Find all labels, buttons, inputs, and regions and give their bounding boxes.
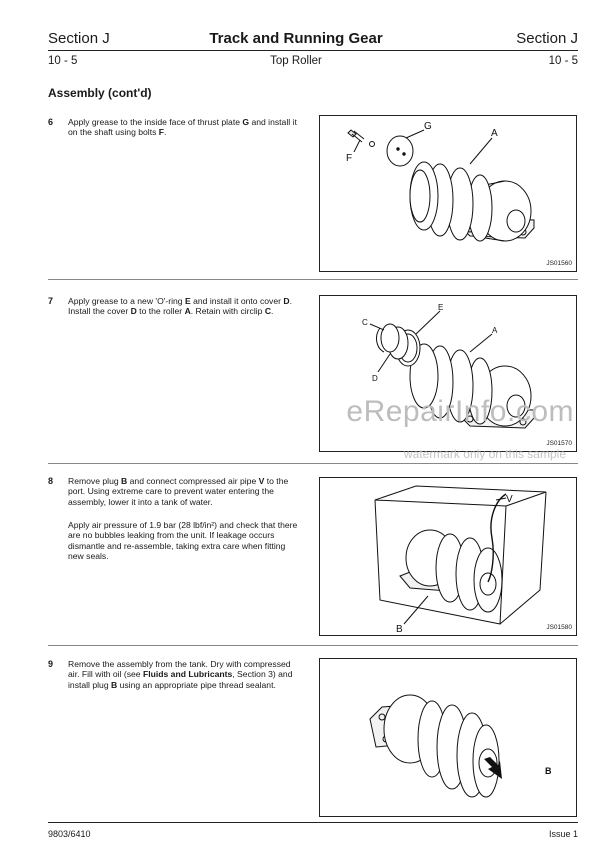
step-number: 7 [48, 296, 54, 306]
label-G: G [424, 121, 432, 132]
step-number: 9 [48, 659, 54, 669]
page-title: Track and Running Gear [209, 30, 383, 47]
figure-thrust-plate [319, 115, 577, 272]
section-label-left: Section J [48, 30, 110, 47]
figure-code: JS01580 [546, 624, 572, 631]
label-V: V [506, 494, 513, 505]
step-number: 8 [48, 476, 54, 486]
watermark: eRepairInfo.com [346, 395, 574, 428]
step-text: Remove the assembly from the tank. Dry with compressed air. Fill with oil (see Fluids and Lubricants, Section 3) and install plug B using an appropriate pipe thread sealant. [68, 659, 293, 690]
step-divider [48, 463, 578, 464]
step-text-secondary: Apply air pressure of 1.9 bar (28 lbf/in²) and check that there are no bubbles leaking from the unit. If leakage occurs dismantle and re-assemble, taking extra care when fitting new seals. [68, 520, 298, 562]
label-A: A [492, 326, 498, 335]
label-A: A [491, 128, 498, 139]
label-B: B [545, 766, 552, 776]
page-number-right: 10 - 5 [548, 55, 578, 67]
figure-water-tank [319, 477, 577, 636]
label-D: D [372, 374, 378, 383]
label-C: C [362, 318, 368, 327]
header-rule [48, 50, 578, 51]
figure-code: JS01570 [546, 440, 572, 447]
label-E: E [438, 303, 444, 312]
label-F: F [346, 153, 353, 164]
step-text: Apply grease to the inside face of thrust plate G and install it on the shaft using bolts F. [68, 117, 297, 138]
page-number-left: 10 - 5 [48, 55, 78, 67]
label-B: B [396, 624, 403, 635]
roller-diagram [320, 116, 576, 271]
document-number: 9803/6410 [48, 829, 91, 839]
step-number: 6 [48, 117, 54, 127]
roller-diagram [320, 659, 576, 816]
page-subtitle: Top Roller [270, 55, 322, 67]
watermark-note: watermark only on this sample [403, 447, 566, 461]
figure-install-plug [319, 658, 577, 817]
issue-label: Issue 1 [548, 829, 578, 839]
figure-code: JS01560 [546, 260, 572, 267]
step-text: Apply grease to a new 'O'-ring E and install it onto cover D. Install the cover D to the roller A. Retain with circlip C. [68, 296, 292, 317]
tank-diagram [320, 478, 576, 635]
section-heading: Assembly (cont'd) [48, 86, 152, 100]
footer-rule [48, 822, 578, 823]
step-divider [48, 645, 578, 646]
step-text: Remove plug B and connect compressed air pipe V to the port. Using extreme care to prevent water entering the assembly, lower it into a tank of water. [68, 476, 289, 507]
step-divider [48, 279, 578, 280]
section-label-right: Section J [516, 30, 578, 47]
